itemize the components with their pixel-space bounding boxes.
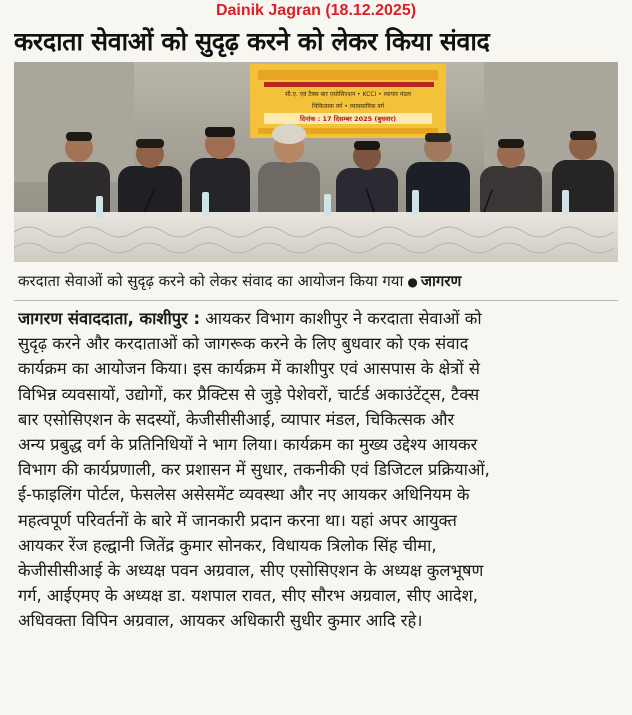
article-line bbox=[18, 306, 620, 331]
article-line: आयकर रेंज हल्द्वानी जितेंद्र कुमार सोनकर, विधायक त्रिलोक सिंह चीमा, bbox=[18, 535, 437, 555]
article-line: बार एसोसिएशन के सदस्यों, केजीसीसीआई, व्यापार मंडल, चिकित्सक और bbox=[18, 409, 455, 429]
article-line: अन्य प्रबुद्ध वर्ग के प्रतिनिधियों ने भाग लिया। कार्यक्रम का मुख्य उद्देश्य आयकर bbox=[18, 434, 478, 454]
headline: करदाता सेवाओं को सुदृढ़ करने को लेकर किया संवाद bbox=[14, 27, 490, 56]
caption-text: करदाता सेवाओं को सुदृढ़ करने को लेकर संवाद का आयोजन किया गया bbox=[18, 272, 404, 290]
article-body bbox=[18, 306, 620, 710]
article-line: महत्वपूर्ण परिवर्तनों के बारे में जानकारी प्रदान करना था। यहां अपर आयुक्त bbox=[18, 510, 457, 530]
caption-credit: जागरण bbox=[420, 272, 462, 290]
source-label: Dainik Jagran (18.12.2025) bbox=[215, 2, 417, 19]
article-line: केजीसीसीआई के अध्यक्ष पवन अग्रवाल, सीए एसोसिएशन के अध्यक्ष कुलभूषण bbox=[18, 560, 484, 580]
photo-caption bbox=[18, 266, 618, 296]
article-line: सुदृढ़ करने और करदाताओं को जागरूक करने के लिए बुधवार को एक संवाद bbox=[18, 334, 469, 354]
banner-line: सी.ए. एवं टैक्स बार एसोसिएशन • KCCI • व्यापार मंडल bbox=[285, 91, 411, 98]
news-photo bbox=[14, 62, 618, 262]
article-line: ई-फाइलिंग पोर्टल, फेसलेस असेसमेंट व्यवस्था और नए आयकर अधिनियम के bbox=[18, 485, 470, 505]
article-line: अधिवक्ता विपिन अग्रवाल, आयकर अधिकारी सुधीर कुमार आदि रहे। bbox=[18, 611, 423, 631]
table-cloth bbox=[14, 212, 618, 262]
article-line: कार्यक्रम का आयोजन किया। इस कार्यक्रम में काशीपुर एवं आसपास के क्षेत्रों से bbox=[18, 359, 480, 379]
dateline: जागरण संवाददाता, काशीपुर : bbox=[18, 309, 201, 328]
bullet-dot-icon: ● bbox=[407, 275, 418, 289]
article-text: आयकर विभाग काशीपुर ने करदाता सेवाओं को bbox=[200, 309, 482, 328]
article-line: विभाग की कार्यप्रणाली, कर प्रशासन में सुधार, तकनीकी एवं डिजिटल प्रक्रियाओं, bbox=[18, 460, 490, 480]
banner-line: दिनांक : 17 दिसम्बर 2025 (बुधवार) bbox=[299, 115, 397, 123]
article-line: विभिन्न व्यवसायों, उद्योगों, कर प्रैक्टिस से जुड़े पेशेवरों, चार्टर्ड अकाउंटेंट्स, टैक्स bbox=[18, 384, 480, 404]
article-line: गर्ग, आईएमए के अध्यक्ष डा. यशपाल रावत, सीए सौरभ अग्रवाल, सीए आदेश, bbox=[18, 586, 478, 606]
divider bbox=[14, 300, 618, 301]
banner-line: चिकित्सक वर्ग • व्यावसायिक वर्ग bbox=[311, 103, 385, 110]
